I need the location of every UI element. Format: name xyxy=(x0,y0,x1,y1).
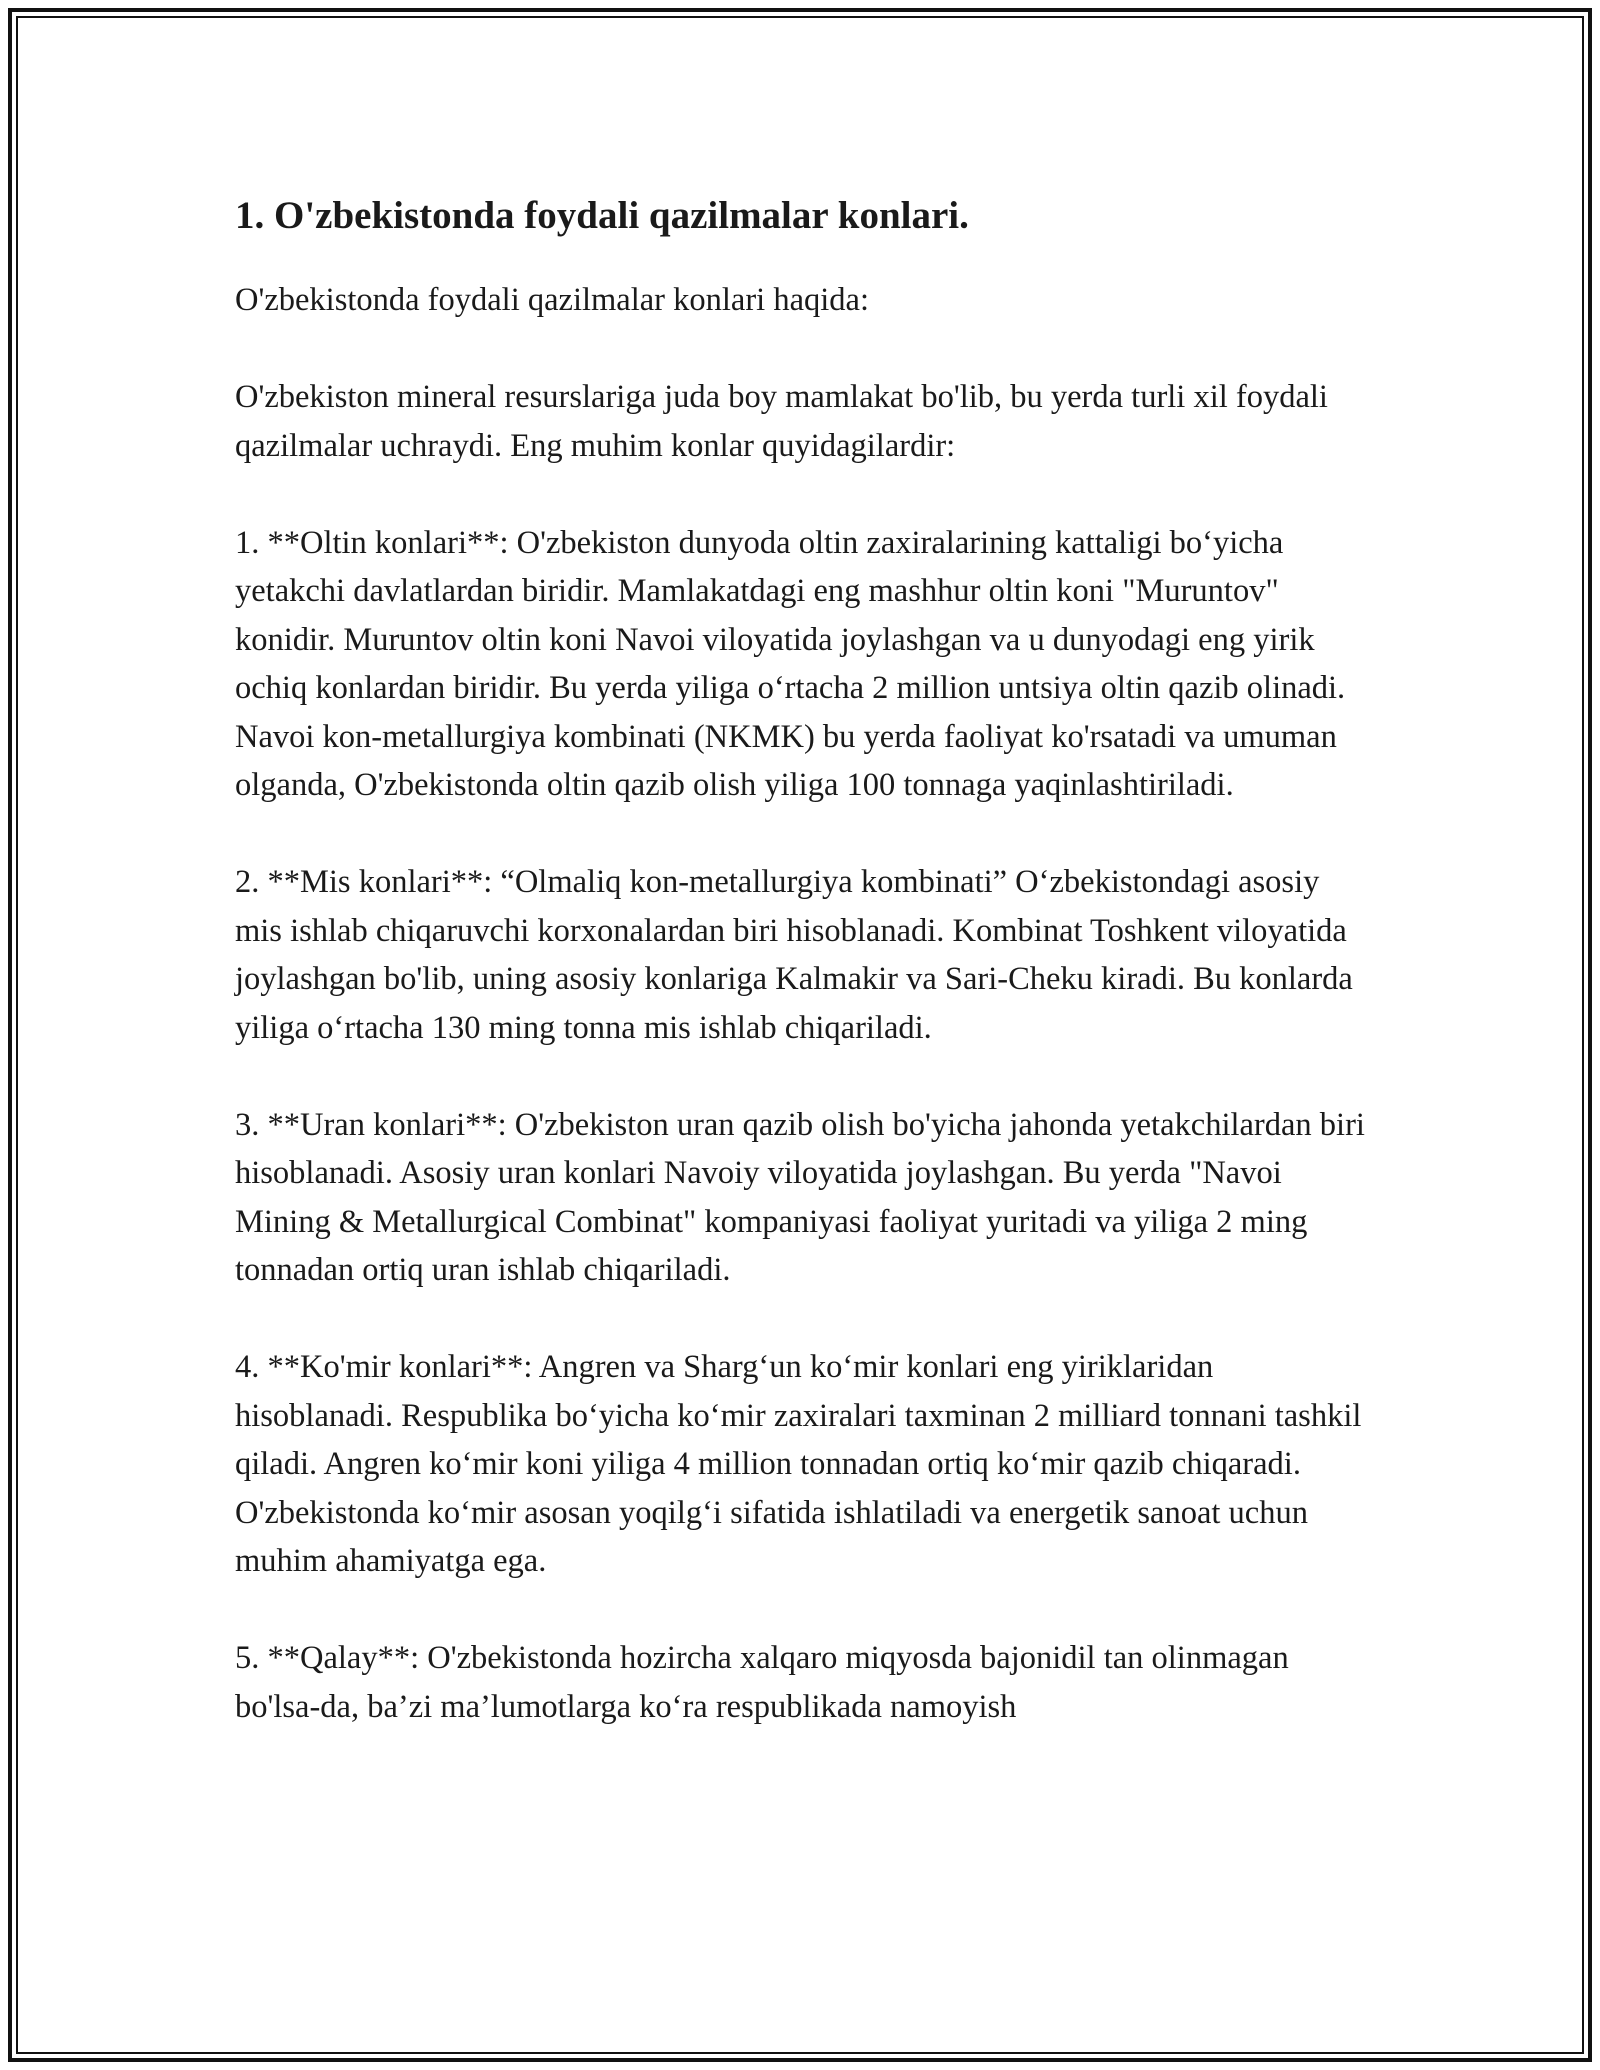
tin-paragraph: 5. **Qalay**: O'zbekistonda hozircha xalqaro miqyosda bajonidil tan olinmagan bo'lsa-da, ba’zi ma’lumotlarga ko‘ra respublikada namoyish xyxy=(235,1640,1289,1725)
overview-paragraph: O'zbekiston mineral resurslariga juda boy mamlakat bo'lib, bu yerda turli xil foydali qazilmalar uchraydi. Eng muhim konlar quyidagilardir: xyxy=(235,379,1328,464)
copper-deposits-paragraph: 2. **Mis konlari**: “Olmaliq kon-metallurgiya kombinati” O‘zbekistondagi asosiy mis ishlab chiqaruvchi korxonalardan biri hisoblanadi. Kombinat Toshkent viloyatida joylashgan bo'lib, uning asosiy konlariga Kalmakir va Sari-Cheku kiradi. Bu konlarda yiliga o‘rtacha 130 ming tonna mis ishlab chiqariladi. xyxy=(235,864,1353,1046)
document-body xyxy=(235,186,1370,1731)
uranium-deposits-paragraph: 3. **Uran konlari**: O'zbekiston uran qazib olish bo'yicha jahonda yetakchilardan biri hisoblanadi. Asosiy uran konlari Navoiy viloyatida joylashgan. Bu yerda "Navoi Mining & Metallurgical Combinat" kompaniyasi faoliyat yuritadi va yiliga 2 ming tonnadan ortiq uran ishlab chiqariladi. xyxy=(235,1106,1365,1288)
coal-deposits-paragraph: 4. **Ko'mir konlari**: Angren va Sharg‘un ko‘mir konlari eng yiriklaridan hisoblanadi. Respublika bo‘yicha ko‘mir zaxiralari taxminan 2 milliard tonnani tashkil qiladi. Angren ko‘mir koni yiliga 4 million tonnadan ortiq ko‘mir qazib chiqaradi. O'zbekistonda ko‘mir asosan yoqilg‘i sifatida ishlatiladi va energetik sanoat uchun muhim ahamiyatga ega. xyxy=(235,1349,1362,1579)
gold-deposits-paragraph: 1. **Oltin konlari**: O'zbekiston dunyoda oltin zaxiralarining kattaligi bo‘yicha yetakchi davlatlardan biridir. Mamlakatdagi eng mashhur oltin koni "Muruntov" konidir. Muruntov oltin koni Navoi viloyatida joylashgan va u dunyodagi eng yirik ochiq konlardan biridir. Bu yerda yiliga o‘rtacha 2 million untsiya oltin qazib olinadi. Navoi kon-metallurgiya kombinati (NKMK) bu yerda faoliyat ko'rsatadi va umuman olganda, O'zbekistonda oltin qazib olish yiliga 100 tonnaga yaqinlashtiriladi. xyxy=(235,524,1346,803)
intro-line: O'zbekistonda foydali qazilmalar konlari haqida: xyxy=(235,282,869,318)
document-title: 1. O'zbekistonda foydali qazilmalar konlari. xyxy=(235,194,969,237)
